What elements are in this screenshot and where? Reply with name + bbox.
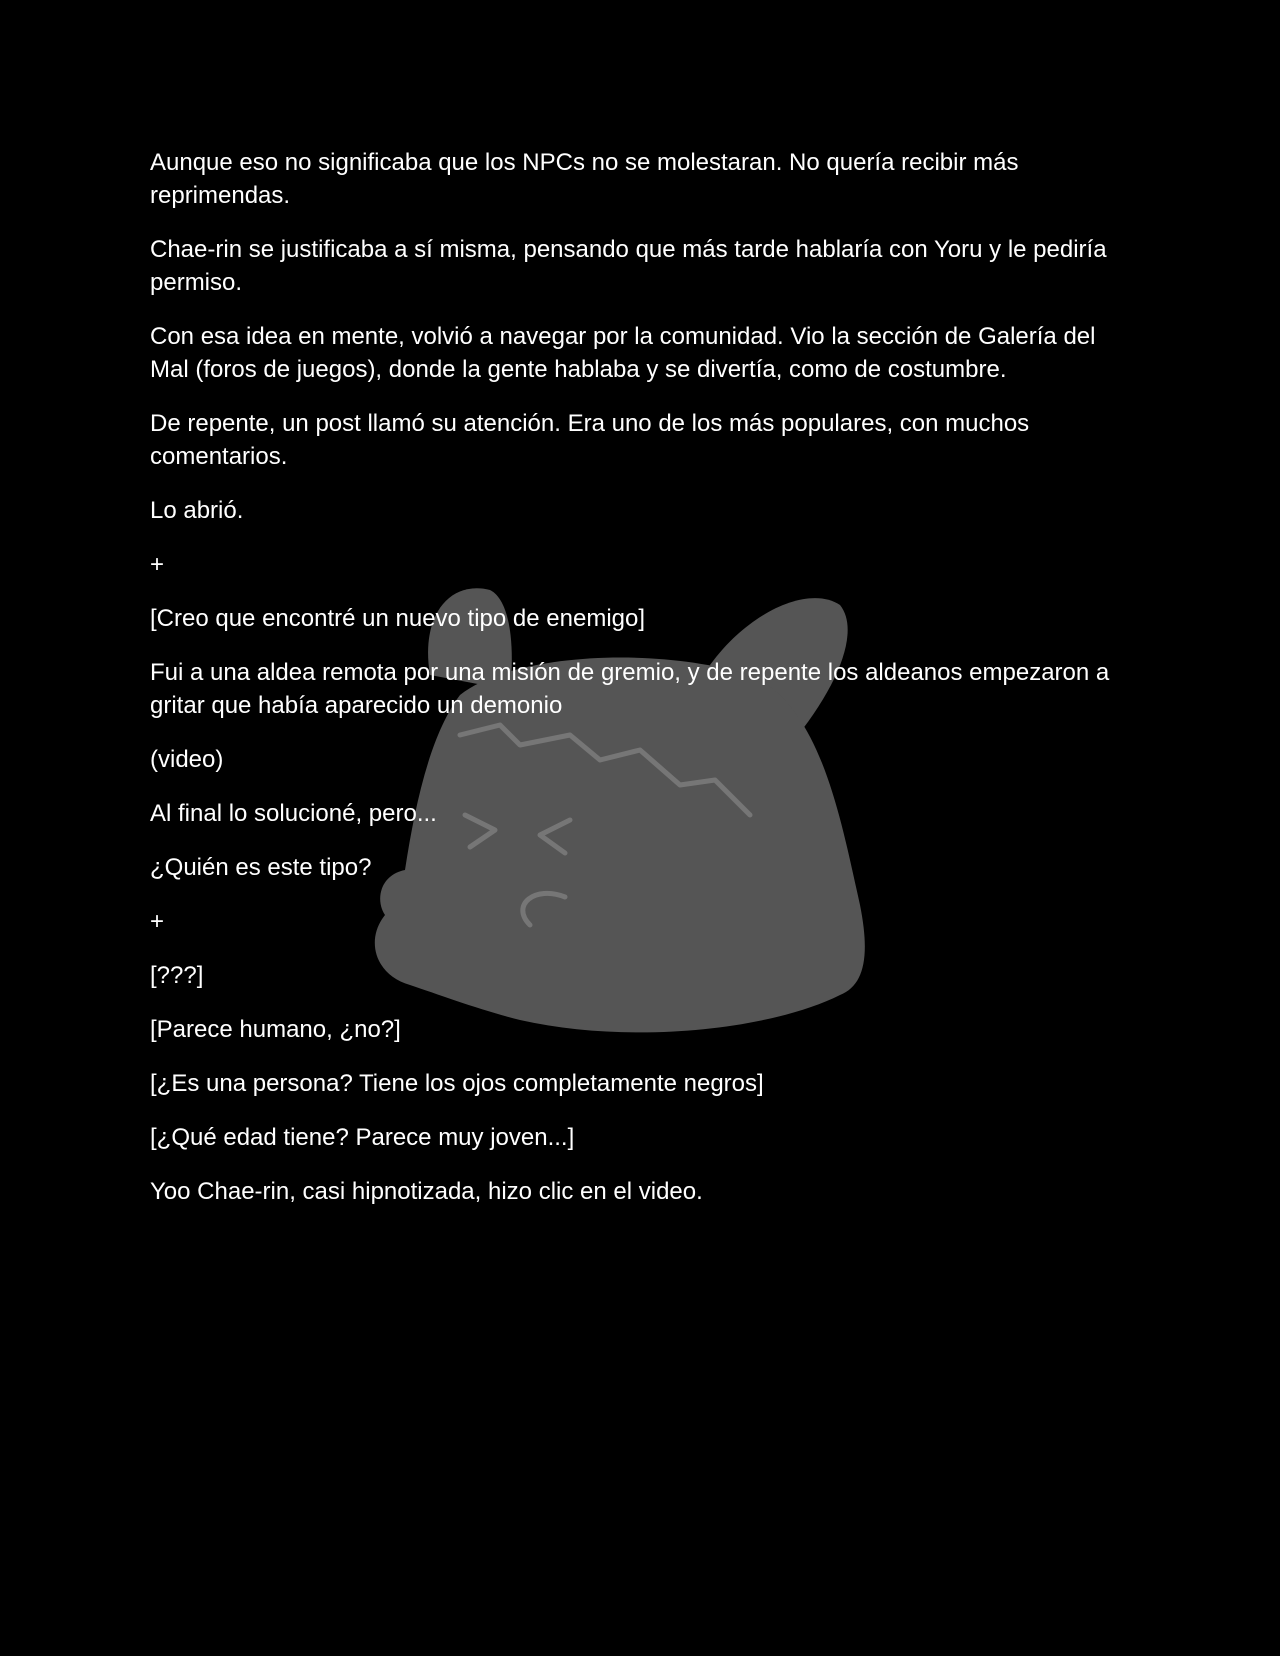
paragraph: De repente, un post llamó su atención. Era uno de los más populares, con muchos comentarios. [150,410,1030,470]
comment: [¿Qué edad tiene? Parece muy joven...] [150,1124,575,1151]
post-video-placeholder: (video) [150,746,224,773]
post-body: ¿Quién es este tipo? [150,854,372,881]
section-separator: + [150,908,165,935]
paragraph: Yoo Chae-rin, casi hipnotizada, hizo clic en el video. [150,1178,703,1205]
chapter-text [150,146,1110,1229]
paragraph: Chae-rin se justificaba a sí misma, pensando que más tarde hablaría con Yoru y le pediría permiso. [150,236,1107,296]
paragraph: Con esa idea en mente, volvió a navegar por la comunidad. Vio la sección de Galería del Mal (foros de juegos), donde la gente hablaba y se divertía, como de costumbre. [150,323,1096,383]
post-title: [Creo que encontré un nuevo tipo de enemigo] [150,605,646,632]
section-separator: + [150,551,165,578]
comment: [Parece humano, ¿no?] [150,1016,401,1043]
post-body: Al final lo solucioné, pero... [150,800,437,827]
paragraph: Lo abrió. [150,497,244,524]
comment: [¿Es una persona? Tiene los ojos completamente negros] [150,1070,764,1097]
post-body: Fui a una aldea remota por una misión de gremio, y de repente los aldeanos empezaron a gritar que había aparecido un demonio [150,659,1110,719]
comment: [???] [150,962,204,989]
paragraph: Aunque eso no significaba que los NPCs no se molestaran. No quería recibir más reprimendas. [150,149,1019,209]
